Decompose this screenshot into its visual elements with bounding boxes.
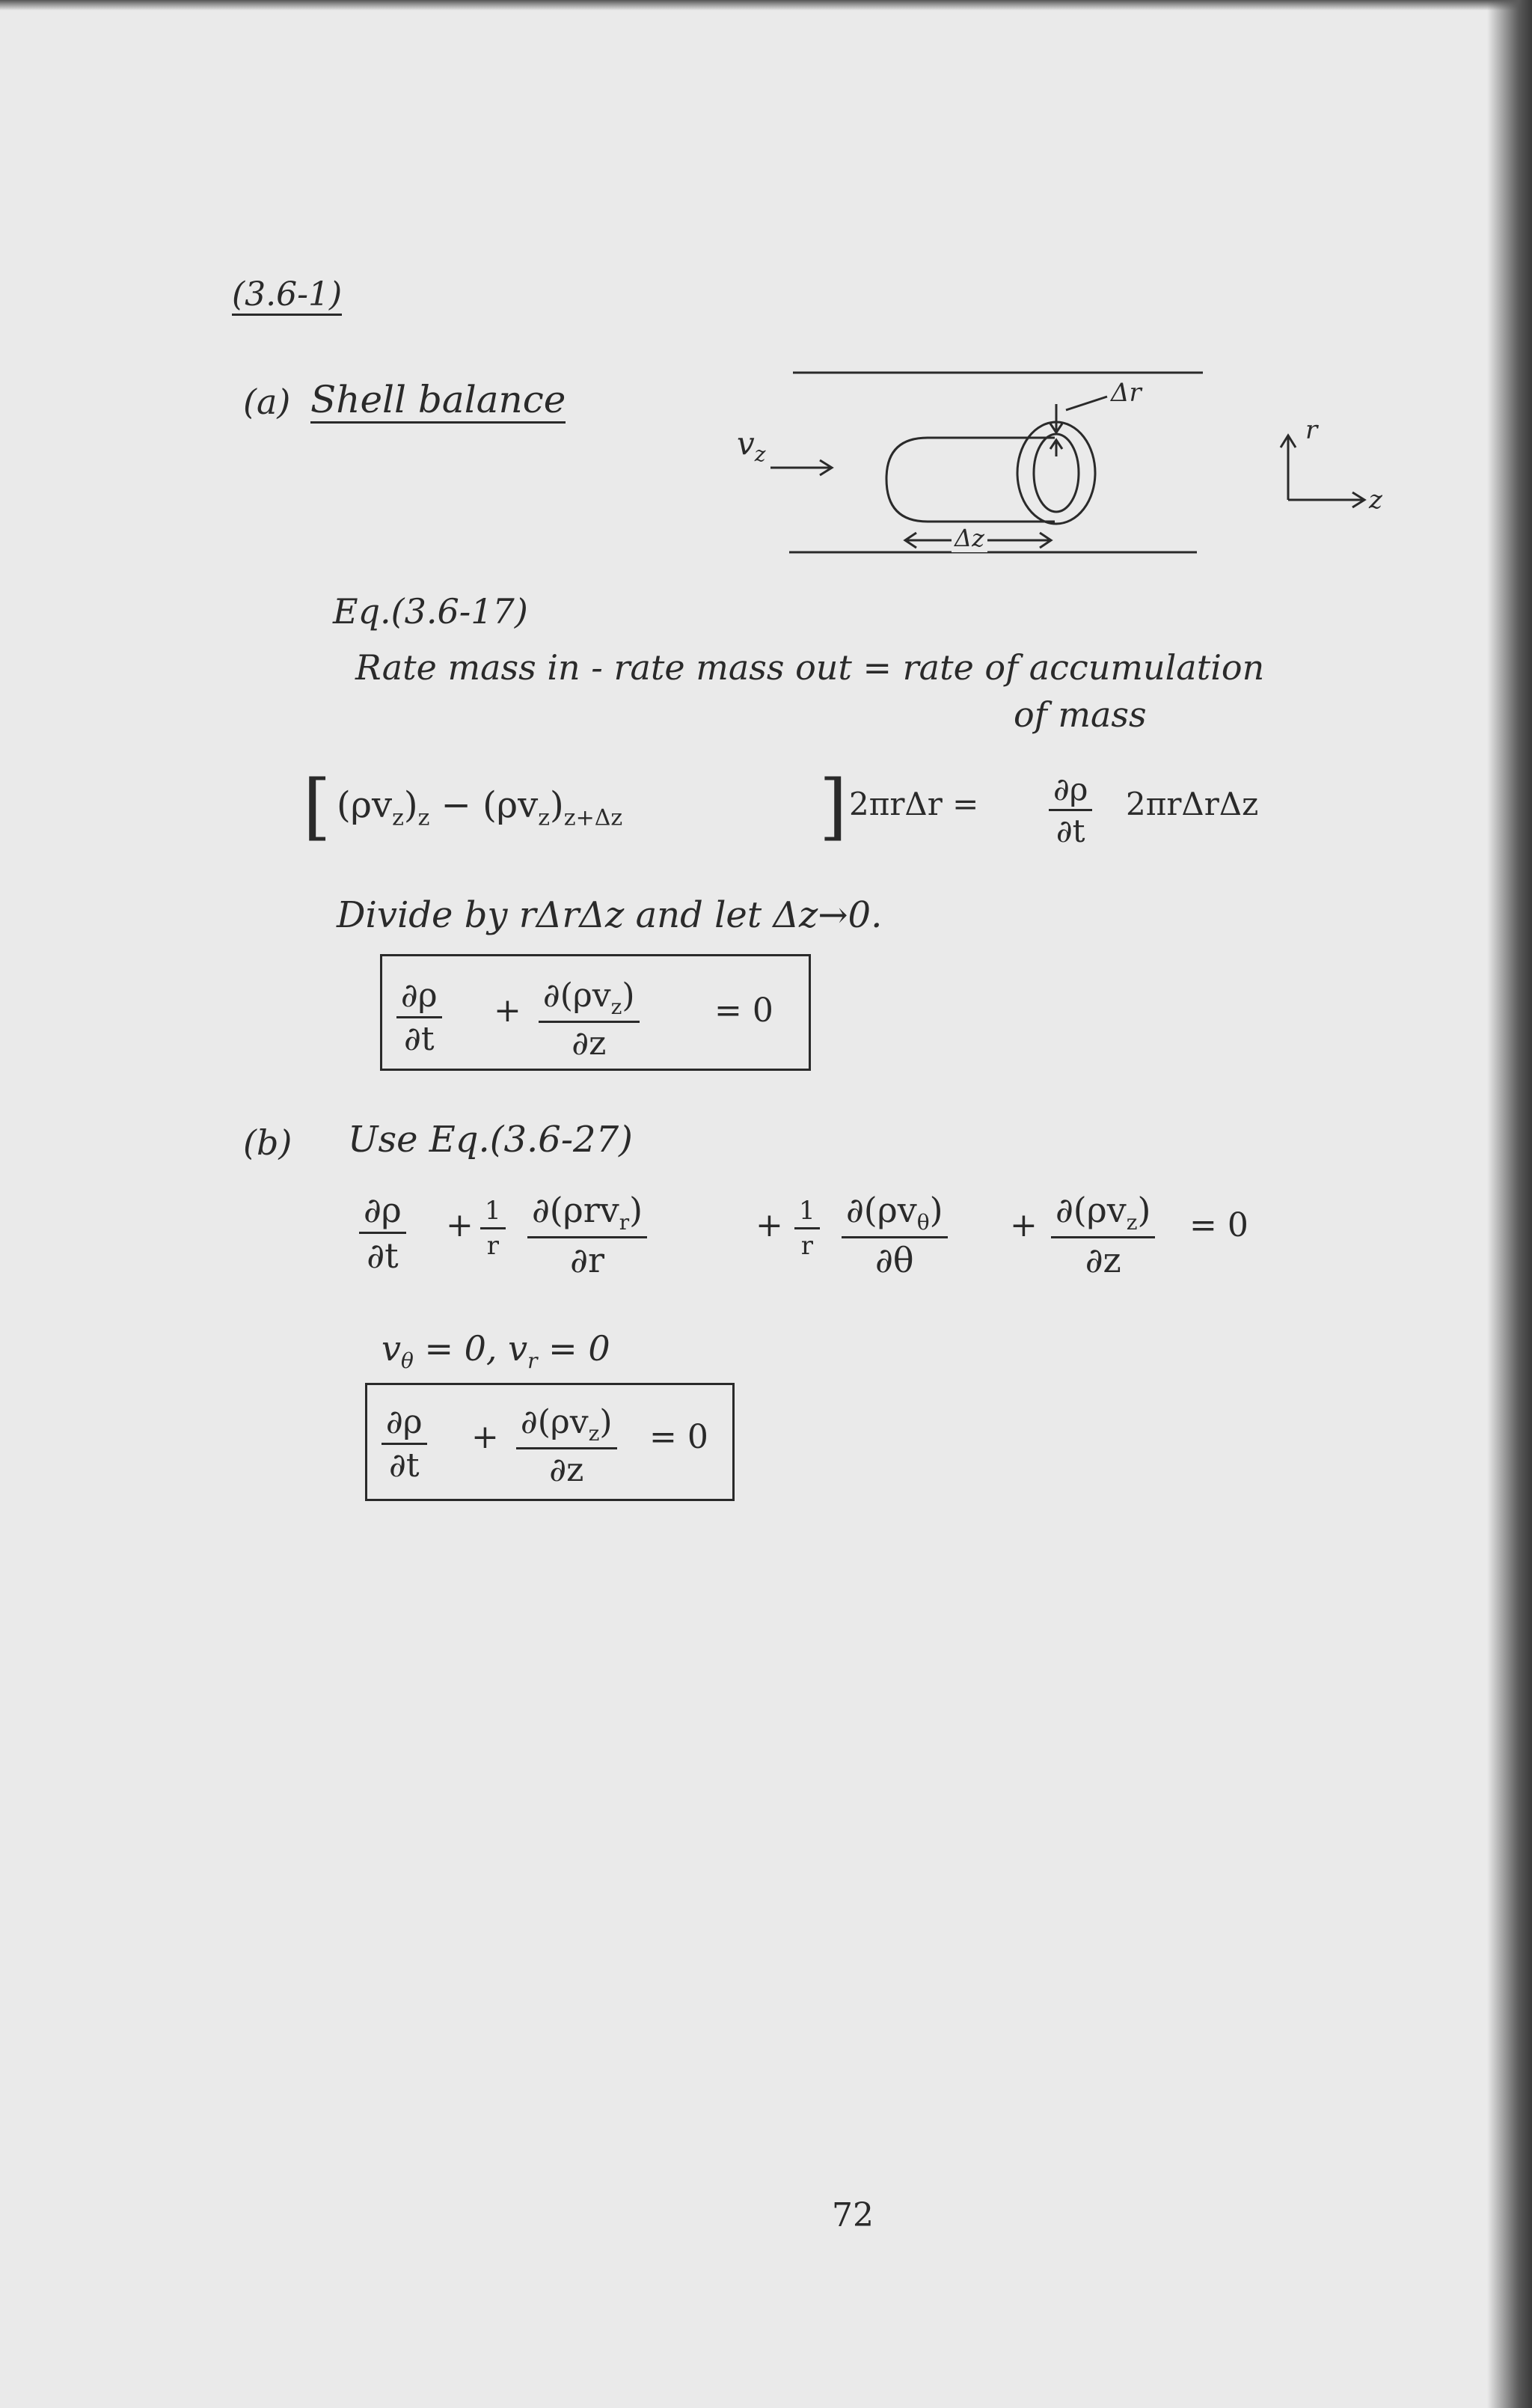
general-term-time: $\frac{\partial\rho}{\partial t}$ — [359, 1190, 406, 1276]
result-b-term-time: $\frac{\partial\rho}{\partial t}$ — [382, 1403, 427, 1485]
mass-balance-statement-line2: of mass — [1014, 694, 1147, 735]
balance-time-derivative: $\frac{\partial\rho}{\partial t}$ — [1049, 771, 1092, 849]
general-plus-3: + — [1010, 1206, 1038, 1244]
part-b-use-equation: Use Eq.(3.6-27) — [348, 1119, 633, 1161]
part-b-label: (b) — [243, 1122, 292, 1163]
result-b-plus: + — [471, 1418, 499, 1456]
result-b-term-z: $\partial(\rho v_z)$ ∂z — [516, 1403, 617, 1489]
balance-shell-area: 2πrΔr = — [849, 786, 979, 822]
result-a-term-time: $\frac{\partial\rho}{\partial t}$ — [396, 977, 442, 1058]
general-equals: = 0 — [1189, 1206, 1248, 1244]
diagram-axis-r: r — [1305, 415, 1318, 445]
balance-lhs: $(\rho v_z)_z - (\rho v_z)_{z+\Delta z}$ — [337, 784, 623, 831]
general-term-theta: $\partial(\rho v_\theta)$ ∂θ — [842, 1190, 948, 1280]
general-plus-1: + — [446, 1206, 474, 1244]
velocity-conditions: $v_\theta = 0$, $v_r = 0$ — [382, 1328, 610, 1374]
general-coef-1: $\frac{1}{r}$ — [480, 1196, 506, 1261]
diagram-velocity-label: $v_z$ — [737, 425, 766, 467]
problem-number: (3.6-1) — [232, 275, 342, 316]
result-a-plus: + — [494, 991, 521, 1030]
divide-instruction: Divide by rΔrΔz and let Δz→0. — [337, 894, 883, 936]
general-term-r: ∂(ρrv$_r$) ∂r — [527, 1190, 647, 1280]
general-plus-2: + — [756, 1206, 783, 1244]
balance-bracket-right: ] — [819, 765, 848, 849]
page-number: 72 — [832, 2196, 874, 2234]
equation-reference-a: Eq.(3.6-17) — [333, 591, 528, 632]
general-coef-2: $\frac{1}{r}$ — [794, 1196, 820, 1261]
general-term-z: $\partial(\rho v_z)$ ∂z — [1051, 1190, 1155, 1280]
part-a-label: (a) — [243, 382, 291, 422]
diagram-delta-z: Δz — [952, 524, 987, 552]
mass-balance-statement-line1: Rate mass in - rate mass out = rate of accumulation — [355, 647, 1265, 688]
result-a-equals: = 0 — [714, 991, 773, 1030]
balance-bracket-left: [ — [303, 765, 331, 849]
result-a-term-z: $\partial(\rho v_z)$ ∂z — [539, 977, 640, 1063]
part-a-title: Shell balance — [310, 378, 566, 424]
balance-shell-volume: 2πrΔrΔz — [1126, 786, 1259, 822]
diagram-delta-r: Δr — [1111, 378, 1142, 408]
result-b-equals: = 0 — [649, 1418, 708, 1456]
diagram-axis-z: z — [1369, 485, 1382, 515]
